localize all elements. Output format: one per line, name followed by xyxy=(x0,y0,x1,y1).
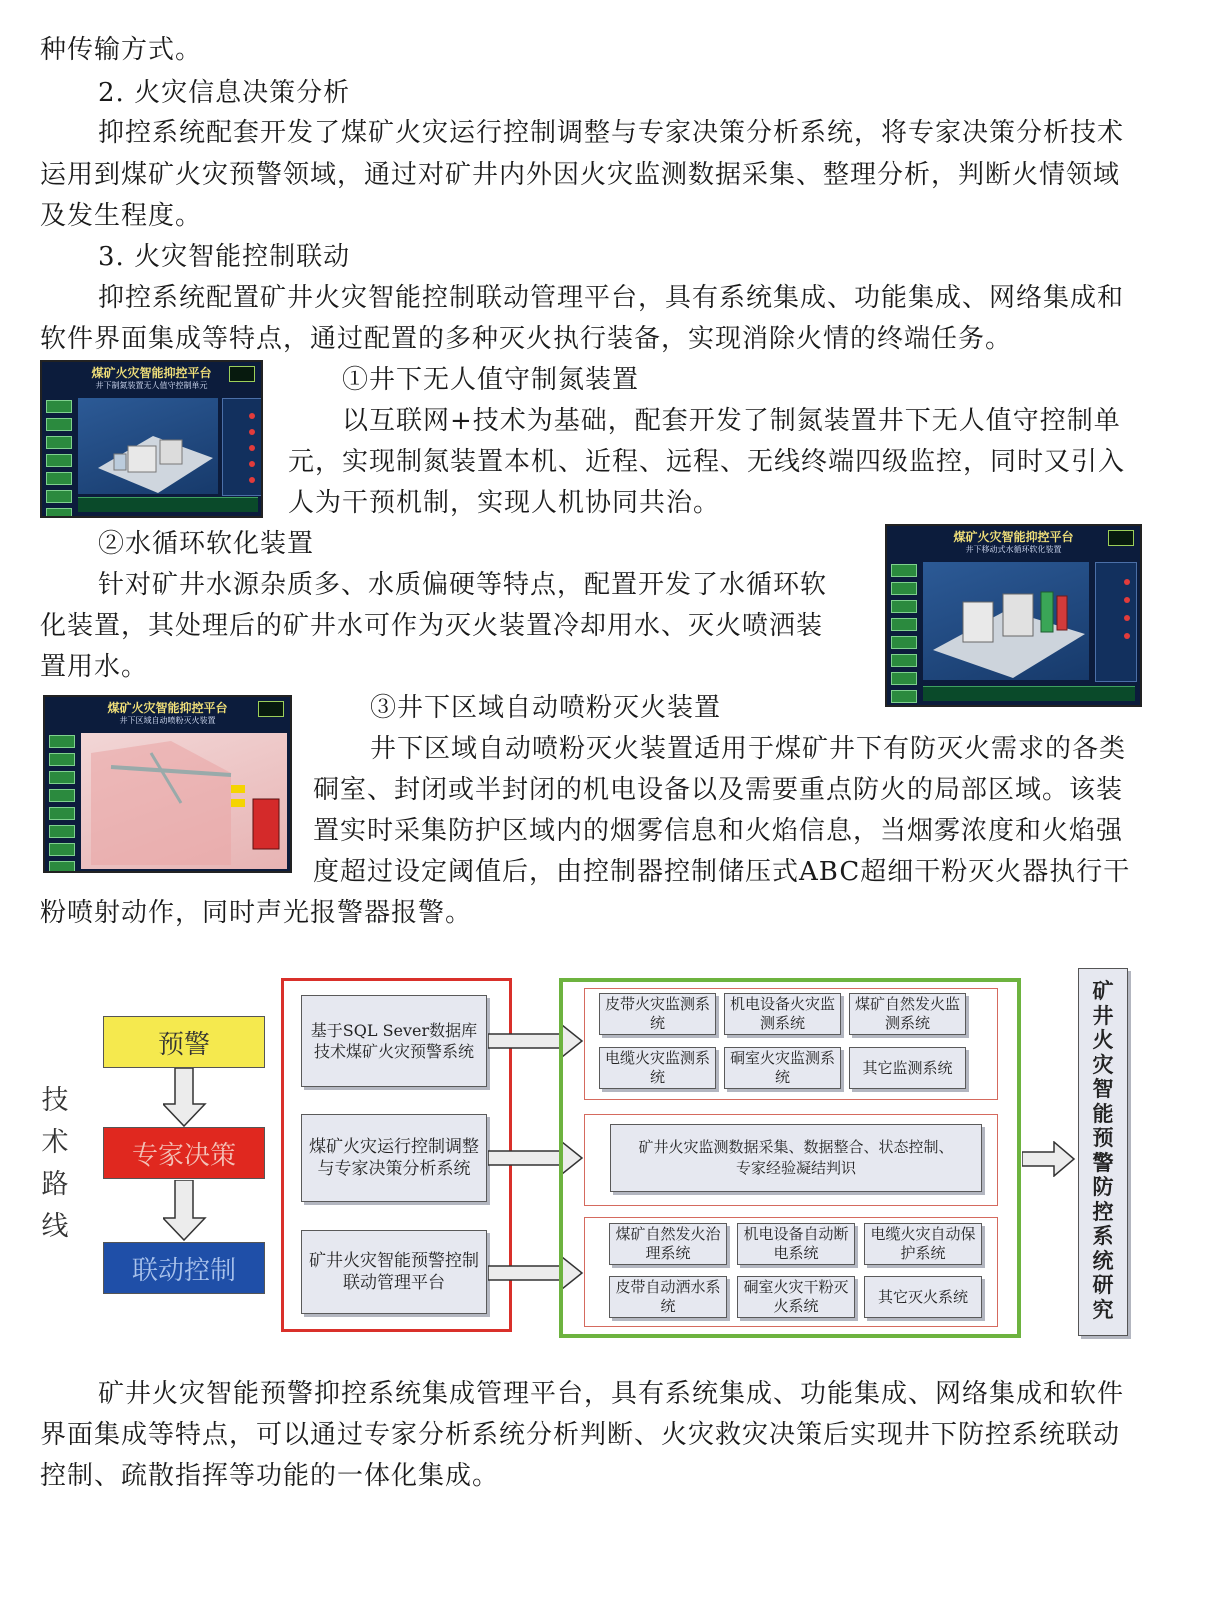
research-title-box xyxy=(1078,968,1128,1336)
other-extinguishing-system: 其它灭火系统 xyxy=(864,1276,982,1318)
screen-menu xyxy=(49,735,75,873)
status-led xyxy=(1108,530,1134,546)
result-char: 火 xyxy=(1092,1027,1114,1052)
screen-menu xyxy=(891,564,917,707)
equipment-drawing xyxy=(78,398,218,494)
text-line: 置实时采集防护区域内的烟雾信息和火焰信息，当烟雾浓度和火焰强 xyxy=(313,816,1124,846)
water-softening-screenshot xyxy=(885,524,1142,707)
equipment-view xyxy=(78,398,218,494)
status-led xyxy=(258,701,284,717)
status-panel xyxy=(1095,562,1137,682)
text-line: 粉喷射动作，同时声光报警器报警。 xyxy=(40,898,473,928)
text-line: 抑控系统配置矿井火灾智能控制联动管理平台，具有系统集成、功能集成、网络集成和 xyxy=(98,283,1125,313)
linkage-platform: 矿井火灾智能预警控制联动管理平台 xyxy=(301,1230,487,1314)
text-line: 针对矿井水源杂质多、水质偏硬等特点，配置开发了水循环软 xyxy=(98,570,828,600)
result-char: 井 xyxy=(1092,1002,1114,1028)
text-line: 及发生程度。 xyxy=(40,201,203,231)
spontaneous-combustion-monitor-system: 煤矿自然发火监测系统 xyxy=(849,993,966,1035)
status-led xyxy=(229,366,255,382)
expert-decision-system: 煤矿火灾运行控制调整与专家决策分析系统 xyxy=(301,1114,487,1202)
text-line: 矿井火灾智能预警抑控系统集成管理平台，具有系统集成、功能集成、网络集成和软件 xyxy=(98,1379,1125,1409)
text-line: 界面集成等特点，可以通过专家分析系统分析判断、火灾救灾决策后实现井下防控系统联动 xyxy=(40,1420,1121,1450)
side-char: 路 xyxy=(41,1169,69,1200)
text-line: 运用到煤矿火灾预警领域，通过对矿井内外因火灾监测数据采集、整理分析，判断火情领域 xyxy=(40,160,1121,190)
result-char: 研 xyxy=(1092,1272,1114,1297)
data-integration-box: 矿井火灾监测数据采集、数据整合、状态控制、专家经验凝结判识 xyxy=(610,1124,982,1192)
side-char: 线 xyxy=(41,1211,69,1242)
screen-title: 煤矿火灾智能抑控平台 xyxy=(953,530,1074,544)
text-line: 控制、疏散指挥等功能的一体化集成。 xyxy=(40,1461,500,1491)
result-char: 智 xyxy=(1092,1076,1114,1101)
text-line: 置用水。 xyxy=(40,652,149,682)
spontaneous-combustion-treatment-system: 煤矿自然发火治理系统 xyxy=(609,1223,727,1265)
section-heading: 3. 火灾智能控制联动 xyxy=(98,242,351,272)
side-char: 技 xyxy=(41,1085,69,1116)
result-char: 控 xyxy=(1092,1198,1114,1224)
text-line: 化装置，其处理后的矿井水可作为灭火装置冷却用水、灭火喷洒装 xyxy=(40,611,824,641)
side-label xyxy=(40,1080,70,1248)
stage-warning: 预警 xyxy=(103,1016,265,1068)
item-heading: ①井下无人值守制氮装置 xyxy=(342,365,640,395)
chamber-monitor-system: 硐室火灾监测系统 xyxy=(724,1047,841,1089)
belt-monitor-system: 皮带火灾监测系统 xyxy=(599,993,716,1035)
text-line: 人为干预机制，实现人机协同共治。 xyxy=(288,488,721,518)
screen-subtitle: 井下移动式水循环软化装置 xyxy=(965,545,1062,554)
item-heading: ③井下区域自动喷粉灭火装置 xyxy=(370,693,722,723)
text-line: 以互联网+技术为基础，配套开发了制氮装置井下无人值守控制单 xyxy=(342,406,1121,436)
equipment-drawing xyxy=(81,733,287,869)
text-line: 度超过设定阈值后，由控制器控制储压式ABC超细干粉灭火器执行干 xyxy=(313,857,1131,887)
text-line: 抑控系统配套开发了煤矿火灾运行控制调整与专家决策分析系统，将专家决策分析技术 xyxy=(98,118,1125,148)
text-line: 硐室、封闭或半封闭的机电设备以及需要重点防火的局部区域。该装 xyxy=(313,775,1124,805)
down-arrow xyxy=(163,1068,207,1128)
auto-power-off-system: 机电设备自动断电系统 xyxy=(737,1223,855,1265)
cable-protection-system: 电缆火灾自动保护系统 xyxy=(864,1223,982,1265)
screen-subtitle: 井下区域自动喷粉灭火装置 xyxy=(119,716,216,725)
text-line: 种传输方式。 xyxy=(40,35,203,65)
section-heading: 2. 火灾信息决策分析 xyxy=(98,78,351,108)
other-monitor-system: 其它监测系统 xyxy=(849,1047,966,1089)
screen-menu xyxy=(46,400,72,518)
text-line: 元，实现制氮装置本机、近程、远程、无线终端四级监控，同时又引入 xyxy=(288,447,1126,477)
equipment-view xyxy=(923,562,1089,680)
result-char: 能 xyxy=(1092,1100,1114,1126)
status-bar xyxy=(923,686,1135,701)
stage-expert-decision: 专家决策 xyxy=(103,1127,265,1179)
text-line: 软件界面集成等特点，通过配置的多种灭火执行装备，实现消除火情的终端任务。 xyxy=(40,324,1013,354)
result-char: 预 xyxy=(1092,1125,1114,1150)
electromech-monitor-system: 机电设备火灾监测系统 xyxy=(724,993,841,1035)
chamber-powder-system: 硐室火灾干粉灭火系统 xyxy=(737,1276,855,1318)
status-panel xyxy=(222,398,263,496)
text-line: 井下区域自动喷粉灭火装置适用于煤矿井下有防灭火需求的各类 xyxy=(370,734,1127,764)
item-heading: ②水循环软化装置 xyxy=(98,529,315,559)
side-char: 术 xyxy=(41,1127,69,1158)
result-char: 灾 xyxy=(1092,1051,1114,1077)
screen-subtitle: 井下制氮装置无人值守控制单元 xyxy=(95,381,208,390)
result-char: 警 xyxy=(1092,1149,1114,1175)
sql-warning-system: 基于SQL Sever数据库技术煤矿火灾预警系统 xyxy=(301,995,487,1087)
result-char: 究 xyxy=(1092,1296,1114,1322)
result-char: 矿 xyxy=(1092,978,1114,1003)
screen-title: 煤矿火灾智能抑控平台 xyxy=(91,366,212,380)
result-char: 防 xyxy=(1092,1174,1114,1199)
equipment-view xyxy=(81,733,287,869)
screen-title: 煤矿火灾智能抑控平台 xyxy=(107,701,228,715)
result-char: 系 xyxy=(1092,1223,1114,1248)
nitrogen-device-screenshot xyxy=(40,360,263,518)
right-arrow xyxy=(1022,1141,1076,1177)
status-bar xyxy=(78,497,258,512)
result-char: 统 xyxy=(1092,1247,1114,1273)
down-arrow xyxy=(163,1180,207,1242)
stage-linkage-control: 联动控制 xyxy=(103,1242,265,1294)
equipment-drawing xyxy=(923,562,1089,680)
powder-extinguishing-screenshot xyxy=(43,695,292,873)
cable-monitor-system: 电缆火灾监测系统 xyxy=(599,1047,716,1089)
belt-sprinkler-system: 皮带自动洒水系统 xyxy=(609,1276,727,1318)
